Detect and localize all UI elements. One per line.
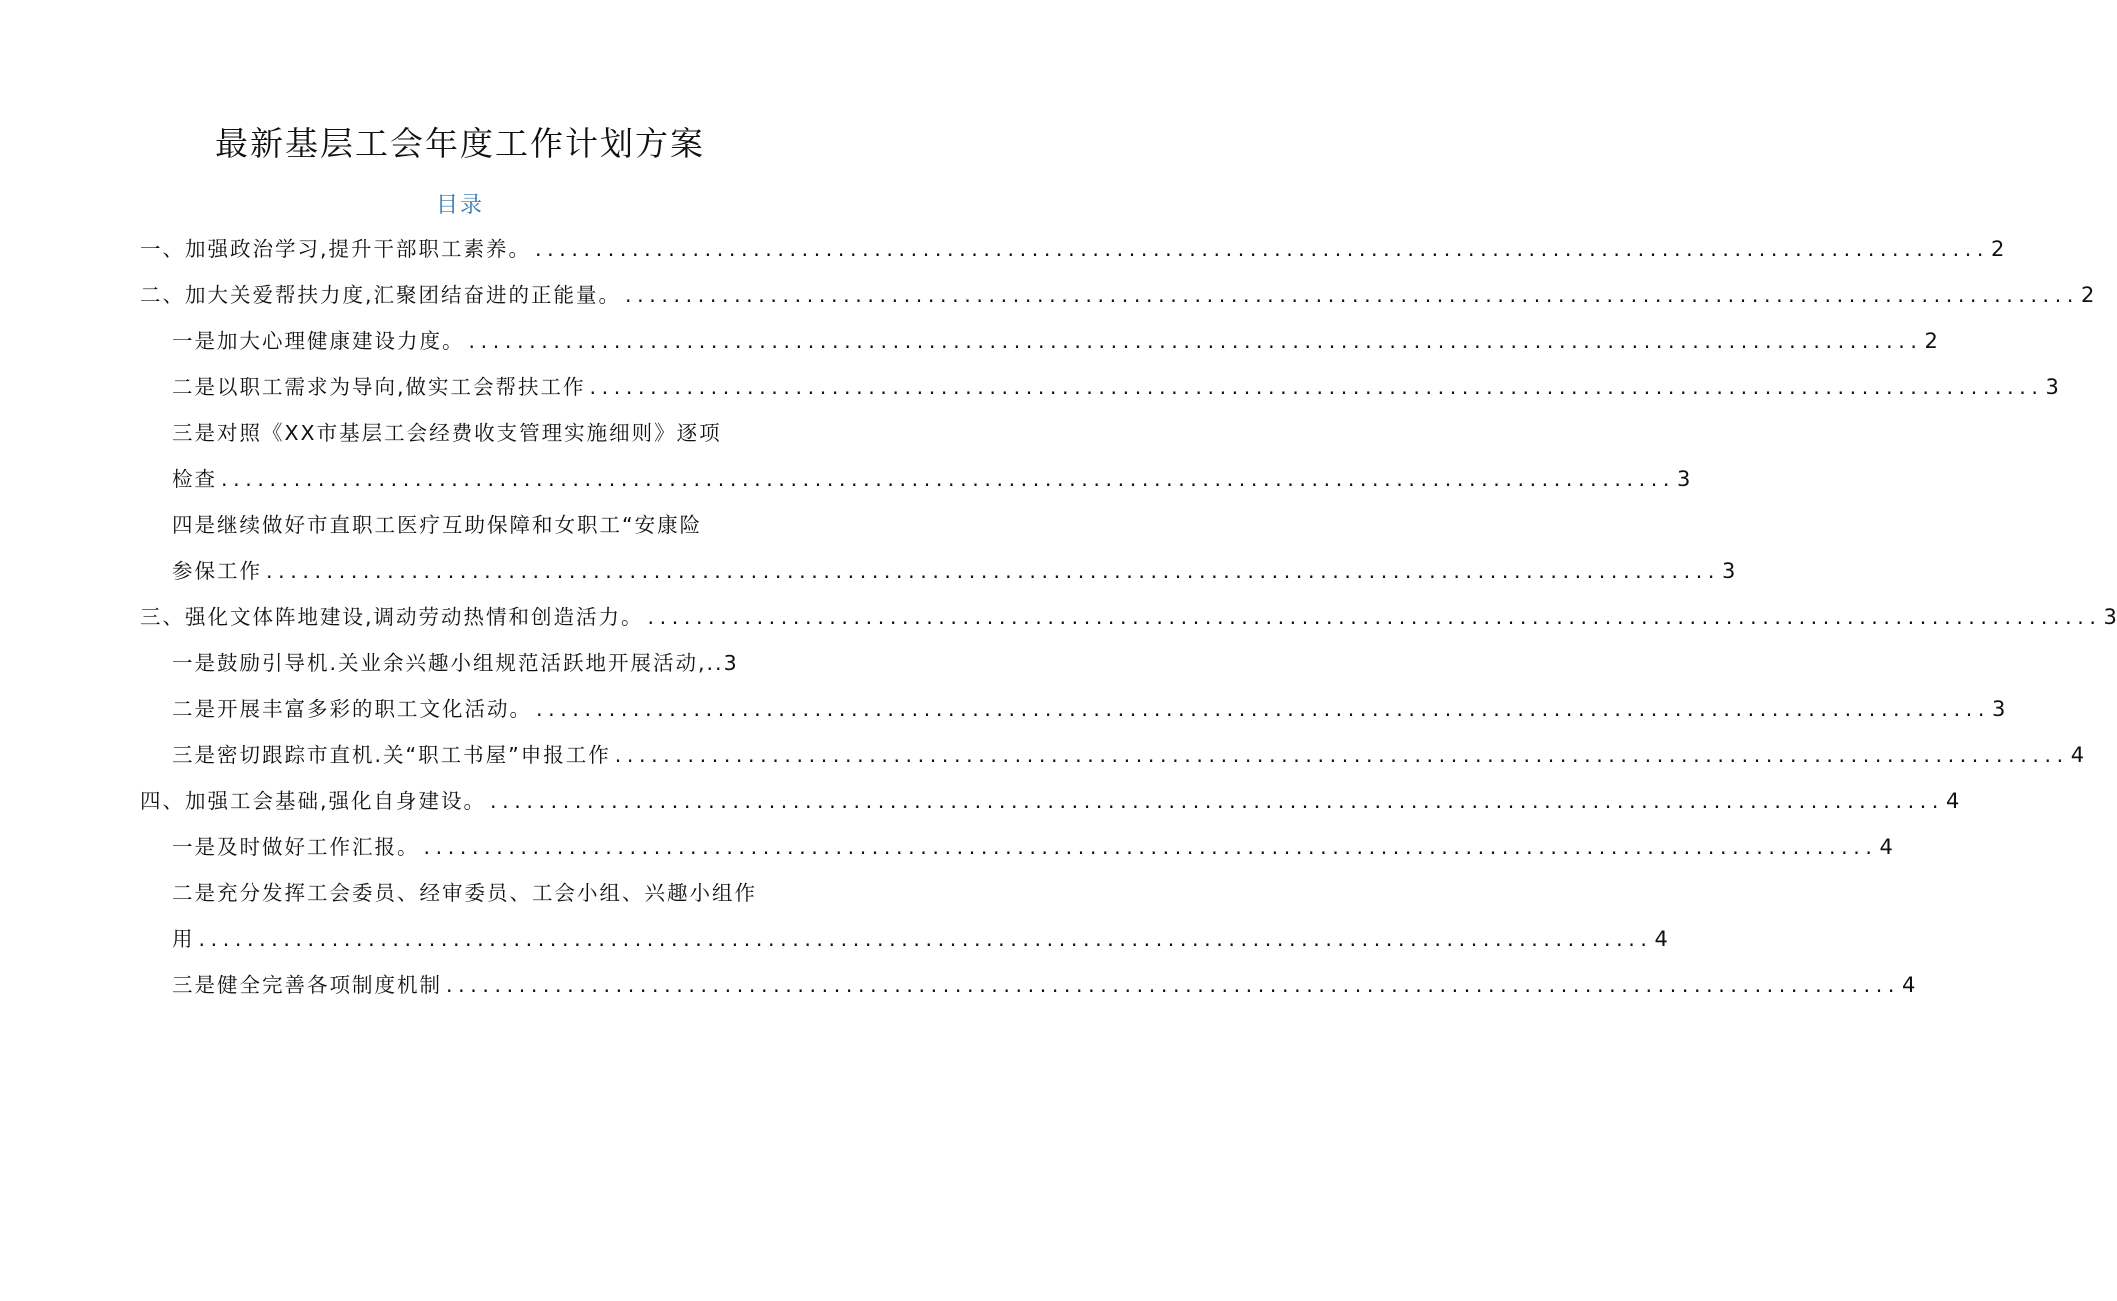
- toc-entry[interactable]: [140, 824, 1893, 870]
- toc-leader-dots: ........................................................................................................................: [536, 697, 1990, 721]
- toc-entry-text: 二是充分发挥工会委员、经审委员、工会小组、兴趣小组作: [172, 881, 757, 905]
- toc-leader-dots: ........................................................................................................................: [625, 283, 2079, 307]
- toc-entry-line: [140, 962, 1916, 1008]
- toc-entry-text: 四、加强工会基础,强化自身建设。: [140, 789, 487, 813]
- toc-entry-line: [140, 272, 2095, 318]
- toc-leader-dots: ........................................................................................................................: [647, 605, 2102, 629]
- toc-entry-line: [140, 686, 2006, 732]
- toc-entry-text: 二、加大关爱帮扶力度,汇聚团结奋进的正能量。: [140, 283, 622, 307]
- toc-leader-dots: ........................................................................................................................: [198, 927, 1653, 951]
- toc-entry[interactable]: [140, 962, 1916, 1008]
- toc-leader-dots: ........................................................................................................................: [266, 559, 1720, 583]
- toc-entry-line: [140, 502, 780, 548]
- toc-entry-text: 三是健全完善各项制度机制: [172, 973, 442, 997]
- toc-entry-text: 一是及时做好工作汇报。: [172, 835, 420, 859]
- toc-entry-line: [140, 456, 1691, 502]
- toc-leader-dots: ........................................................................................................................: [490, 789, 1944, 813]
- toc-page-number: 3: [1676, 467, 1691, 491]
- toc-page-number: 4: [2070, 743, 2085, 767]
- toc-entry[interactable]: [140, 640, 780, 686]
- toc-leader-dots: ........................................................................................................................: [589, 375, 2044, 399]
- toc-leader-dots: ........................................................................................................................: [423, 835, 1878, 859]
- toc-entry-line: [140, 226, 2005, 272]
- toc-page-number: 4: [1945, 789, 1960, 813]
- toc-page-number: 3: [1721, 559, 1736, 583]
- toc-entry-line: [140, 916, 1668, 962]
- document-title: 最新基层工会年度工作计划方案: [215, 124, 705, 163]
- toc-page-number: 2: [1990, 237, 2005, 261]
- toc-page-number: 4: [1879, 835, 1893, 859]
- toc-entry-text: 参保工作: [172, 559, 262, 583]
- toc-entry-line: [140, 548, 1736, 594]
- toc-leader-dots: ........................................................................................................................: [614, 743, 2069, 767]
- toc-entry-text: 用: [172, 927, 195, 951]
- toc-entry-text: 二是以职工需求为导向,做实工会帮扶工作: [172, 375, 586, 399]
- toc-leader-dots: ........................................................................................................................: [535, 237, 1989, 261]
- toc-page-number: 4: [1901, 973, 1916, 997]
- toc-entry-text: 三是对照《XX市基层工会经费收支管理实施细则》逐项: [172, 421, 722, 445]
- toc-page-number: 2: [2080, 283, 2095, 307]
- toc-entry[interactable]: [140, 502, 1736, 594]
- toc-page-number: 4: [1654, 927, 1668, 951]
- toc-entry-line: [140, 778, 1960, 824]
- toc-leader-dots: ........................................................................................................................: [221, 467, 1675, 491]
- toc-entry-line: [140, 640, 780, 686]
- toc-entry[interactable]: [140, 410, 1691, 502]
- toc-entry[interactable]: [140, 318, 1938, 364]
- toc-entry-text: 检查: [172, 467, 217, 491]
- toc-leader-dots: ........................................................................................................................: [468, 329, 1923, 353]
- toc-entry[interactable]: [140, 226, 2005, 272]
- toc-entry-line: [140, 870, 780, 916]
- toc-entry-text: 一是鼓励引导机.关业余兴趣小组规范活跃地开展活动,..3: [172, 651, 739, 675]
- toc-entry[interactable]: [140, 594, 2117, 640]
- toc-entry-line: [140, 824, 1893, 870]
- toc-entry-text: 三是密切跟踪市直机.关“职工书屋”申报工作: [172, 743, 611, 767]
- toc-entry-text: 三、强化文体阵地建设,调动劳动热情和创造活力。: [140, 605, 644, 629]
- toc-entry-line: [140, 594, 2117, 640]
- toc-entry[interactable]: [140, 870, 1668, 962]
- toc-entry-line: [140, 364, 2059, 410]
- toc-page-number: 3: [1991, 697, 2006, 721]
- toc-entry[interactable]: [140, 732, 2085, 778]
- toc-entry-text: 一、加强政治学习,提升干部职工素养。: [140, 237, 532, 261]
- toc-entry[interactable]: [140, 272, 2095, 318]
- table-of-contents: [140, 226, 2117, 1008]
- toc-entry[interactable]: [140, 364, 2059, 410]
- toc-entry-text: 二是开展丰富多彩的职工文化活动。: [172, 697, 532, 721]
- toc-entry[interactable]: [140, 686, 2006, 732]
- toc-entry[interactable]: [140, 778, 1960, 824]
- toc-entry-line: [140, 410, 780, 456]
- toc-entry-text: 四是继续做好市直职工医疗互助保障和女职工“安康险: [172, 513, 703, 537]
- toc-page-number: 3: [2045, 375, 2059, 399]
- toc-heading: 目录: [435, 193, 484, 218]
- toc-entry-text: 一是加大心理健康建设力度。: [172, 329, 465, 353]
- toc-page-number: 2: [1924, 329, 1938, 353]
- toc-entry-line: [140, 318, 1938, 364]
- toc-page-number: 3: [2103, 605, 2117, 629]
- toc-leader-dots: ........................................................................................................................: [446, 973, 1900, 997]
- toc-entry-line: [140, 732, 2085, 778]
